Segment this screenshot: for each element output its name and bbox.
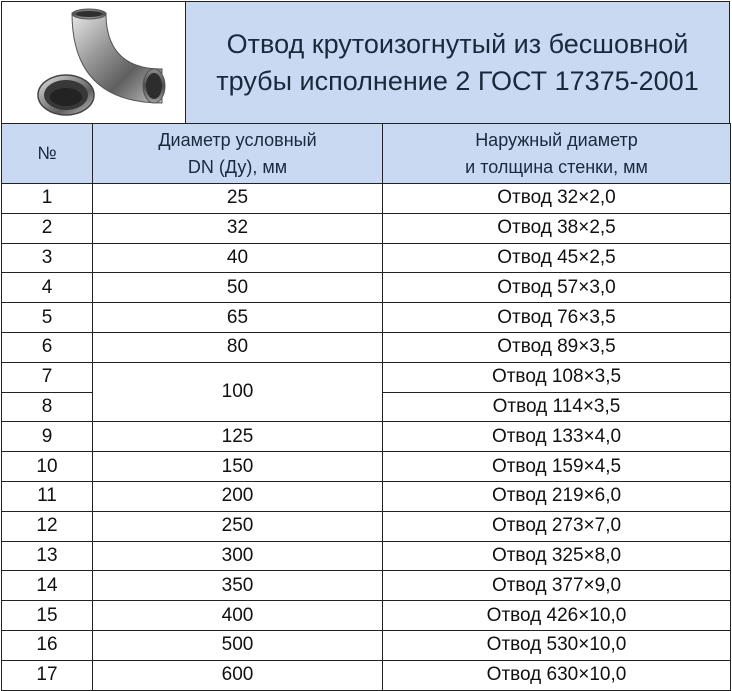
title-cell	[186, 2, 729, 123]
outer-diameter: Отвод 630×10,0	[383, 660, 731, 690]
outer-diameter: Отвод 45×2,5	[383, 243, 731, 273]
row-number: 15	[2, 601, 93, 631]
column-header-outer-diameter: Наружный диаметр и толщина стенки, мм	[383, 124, 731, 184]
row-number: 10	[2, 452, 93, 482]
page-title: Отвод крутоизогнутый из бесшовной трубы исполнение 2 ГОСТ 17375-2001	[216, 28, 699, 96]
nominal-diameter: 100	[93, 362, 383, 422]
table-row	[2, 601, 731, 631]
row-number: 3	[2, 243, 93, 273]
table-row	[2, 452, 731, 482]
nominal-diameter: 300	[93, 541, 383, 571]
row-number: 16	[2, 630, 93, 660]
outer-diameter: Отвод 108×3,5	[383, 362, 731, 392]
outer-diameter: Отвод 114×3,5	[383, 392, 731, 422]
outer-diameter: Отвод 57×3,0	[383, 273, 731, 303]
nominal-diameter: 125	[93, 422, 383, 452]
table-row	[2, 630, 731, 660]
pipe-elbow-icon	[14, 5, 174, 120]
nominal-diameter: 25	[93, 184, 383, 214]
row-number: 2	[2, 213, 93, 243]
table-row	[2, 273, 731, 303]
table-row	[2, 303, 731, 333]
table-row	[2, 213, 731, 243]
table-row	[2, 422, 731, 452]
nominal-diameter: 40	[93, 243, 383, 273]
row-number: 11	[2, 481, 93, 511]
table-header-row	[2, 124, 731, 184]
nominal-diameter: 500	[93, 630, 383, 660]
table-row	[2, 660, 731, 690]
nominal-diameter: 400	[93, 601, 383, 631]
row-number: 7	[2, 362, 93, 392]
table-row	[2, 571, 731, 601]
nominal-diameter: 250	[93, 511, 383, 541]
table-row	[2, 362, 731, 392]
nominal-diameter: 65	[93, 303, 383, 333]
outer-diameter: Отвод 32×2,0	[383, 184, 731, 214]
nominal-diameter: 50	[93, 273, 383, 303]
table-row	[2, 541, 731, 571]
product-photo	[2, 2, 186, 123]
outer-diameter: Отвод 76×3,5	[383, 303, 731, 333]
outer-diameter: Отвод 38×2,5	[383, 213, 731, 243]
table-row	[2, 332, 731, 362]
row-number: 9	[2, 422, 93, 452]
table-row	[2, 481, 731, 511]
nominal-diameter: 150	[93, 452, 383, 482]
row-number: 1	[2, 184, 93, 214]
outer-diameter: Отвод 159×4,5	[383, 452, 731, 482]
column-header-nominal-diameter: Диаметр условный DN (Ду), мм	[93, 124, 383, 184]
outer-diameter: Отвод 377×9,0	[383, 571, 731, 601]
row-number: 4	[2, 273, 93, 303]
row-number: 17	[2, 660, 93, 690]
outer-diameter: Отвод 530×10,0	[383, 630, 731, 660]
row-number: 5	[2, 303, 93, 333]
outer-diameter: Отвод 426×10,0	[383, 601, 731, 631]
outer-diameter: Отвод 325×8,0	[383, 541, 731, 571]
table-row	[2, 243, 731, 273]
column-header-number: №	[2, 124, 93, 184]
outer-diameter: Отвод 219×6,0	[383, 481, 731, 511]
nominal-diameter: 350	[93, 571, 383, 601]
outer-diameter: Отвод 273×7,0	[383, 511, 731, 541]
outer-diameter: Отвод 89×3,5	[383, 332, 731, 362]
header	[1, 1, 730, 123]
row-number: 8	[2, 392, 93, 422]
row-number: 14	[2, 571, 93, 601]
nominal-diameter: 80	[93, 332, 383, 362]
nominal-diameter: 600	[93, 660, 383, 690]
table-row	[2, 511, 731, 541]
nominal-diameter: 200	[93, 481, 383, 511]
row-number: 6	[2, 332, 93, 362]
table-row	[2, 184, 731, 214]
row-number: 12	[2, 511, 93, 541]
nominal-diameter: 32	[93, 213, 383, 243]
row-number: 13	[2, 541, 93, 571]
spec-table	[1, 123, 731, 691]
outer-diameter: Отвод 133×4,0	[383, 422, 731, 452]
